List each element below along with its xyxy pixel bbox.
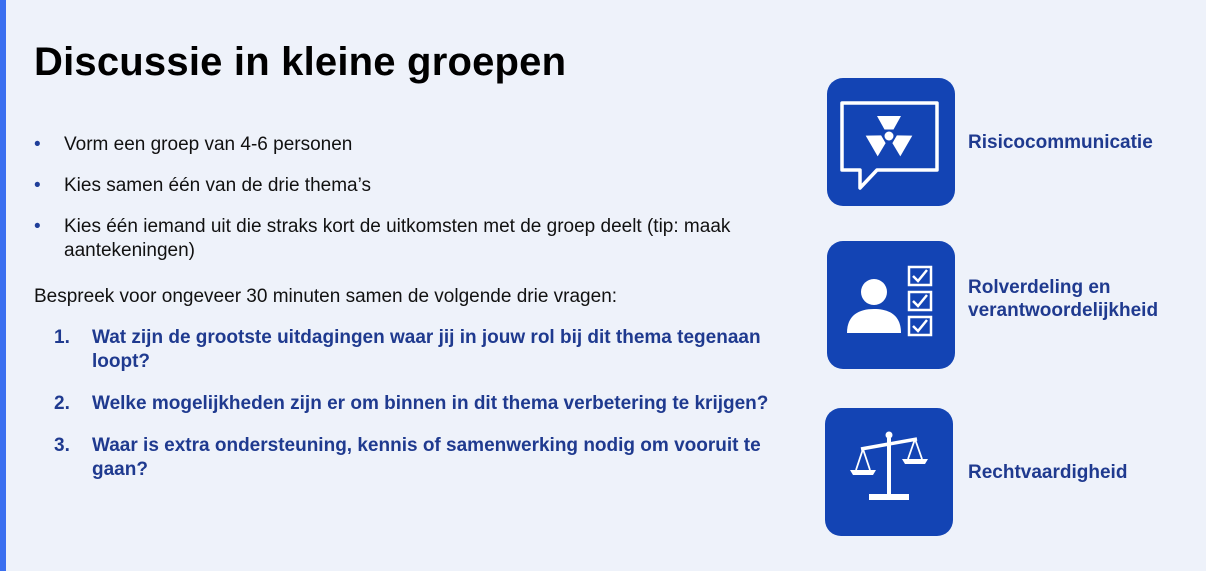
question-item bbox=[54, 434, 794, 482]
question-item bbox=[54, 326, 794, 374]
theme-tile-rechtvaardigheid bbox=[825, 408, 953, 536]
question-list bbox=[54, 326, 794, 500]
bullet-marker: • bbox=[34, 175, 41, 196]
accent-bar bbox=[0, 0, 6, 571]
bullet-item bbox=[34, 174, 794, 198]
question-text: Welke mogelijkheden zijn er om binnen in dit thema verbetering te krijgen? bbox=[92, 393, 769, 414]
theme-tile-rolverdeling bbox=[827, 241, 955, 369]
slide-title: Discussie in kleine groepen bbox=[34, 40, 567, 84]
question-item bbox=[54, 392, 794, 416]
theme-tile-risicocommunicatie bbox=[827, 78, 955, 206]
radiation-speech-bubble-icon bbox=[827, 78, 955, 206]
person-checklist-icon bbox=[827, 241, 955, 369]
bullet-list bbox=[34, 133, 794, 280]
bullet-marker: • bbox=[34, 216, 41, 237]
scales-icon bbox=[825, 408, 953, 536]
theme-label: Risicocommunicatie bbox=[968, 132, 1153, 153]
bullet-marker: • bbox=[34, 134, 41, 155]
question-number: 1. bbox=[54, 327, 70, 348]
question-number: 3. bbox=[54, 435, 70, 456]
question-text: Waar is extra ondersteuning, kennis of samenwerking nodig om vooruit te gaan? bbox=[92, 435, 761, 480]
question-text: Wat zijn de grootste uitdagingen waar jij in jouw rol bij dit thema tegenaan loopt? bbox=[92, 327, 761, 372]
bullet-text: Vorm een groep van 4-6 personen bbox=[64, 134, 353, 155]
theme-label: Rechtvaardigheid bbox=[968, 462, 1128, 483]
bullet-text: Kies samen één van de drie thema’s bbox=[64, 175, 371, 196]
bullet-item bbox=[34, 133, 794, 157]
bullet-text: Kies één iemand uit die straks kort de uitkomsten met de groep deelt (tip: maak aantekeningen) bbox=[64, 216, 731, 261]
bullet-item bbox=[34, 215, 794, 263]
theme-label: Rolverdeling en verantwoordelijkheid bbox=[968, 277, 1159, 321]
question-number: 2. bbox=[54, 393, 70, 414]
questions-intro: Bespreek voor ongeveer 30 minuten samen de volgende drie vragen: bbox=[34, 286, 618, 307]
